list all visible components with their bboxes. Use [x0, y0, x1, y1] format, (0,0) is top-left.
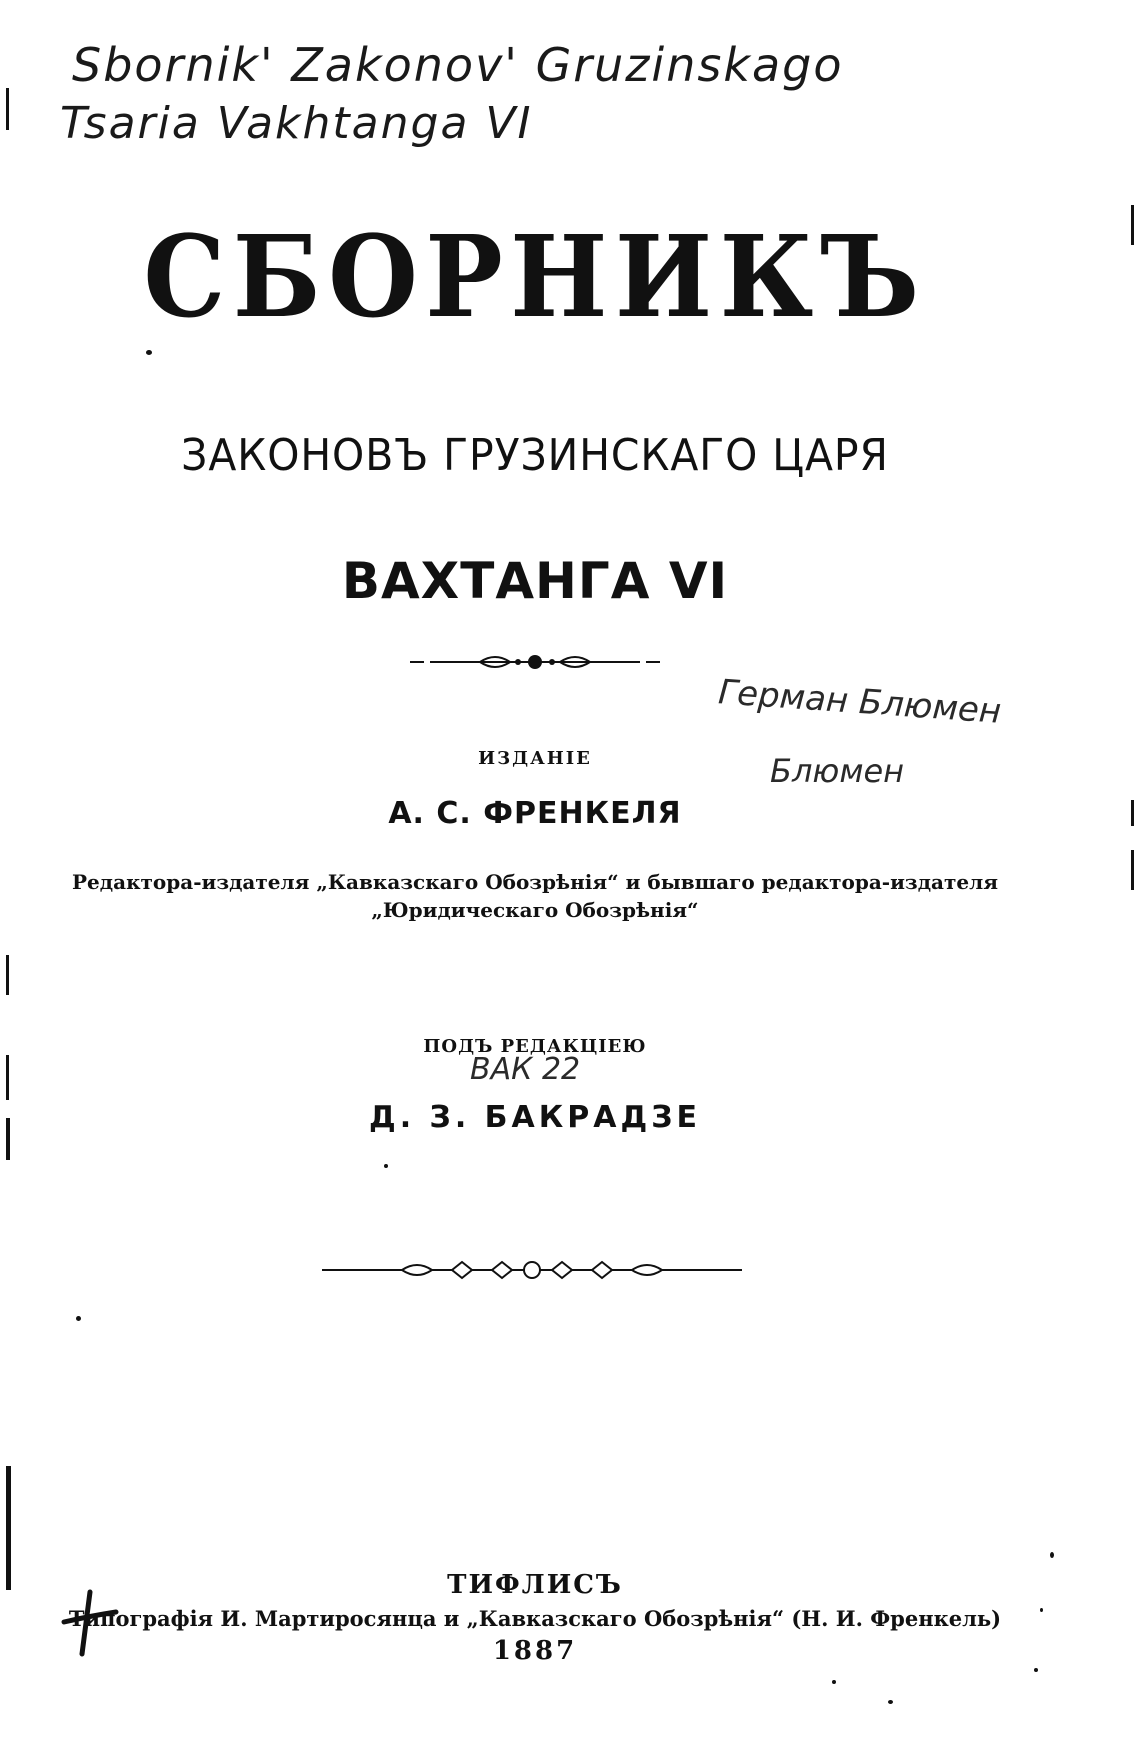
- scan-edge-mark: [1131, 850, 1134, 890]
- handwritten-transliteration-line-1: Sbornik' Zakonov' Gruzinskago: [72, 38, 844, 92]
- book-king-name: ВАХТАНГА VI: [341, 552, 729, 610]
- handwritten-note-german: Герман Блюмен: [716, 672, 1003, 732]
- ornament-divider-bottom: [322, 1256, 742, 1284]
- scan-edge-mark: [6, 88, 9, 130]
- scan-edge-mark: [6, 1466, 11, 1590]
- scan-edge-mark: [1131, 205, 1134, 245]
- scan-speck: [1034, 1668, 1038, 1672]
- handwritten-transliteration-line-2: Tsaria Vakhtanga VI: [60, 98, 533, 149]
- scan-speck: [888, 1700, 893, 1704]
- book-title: СБОРНИКЪ: [143, 212, 927, 343]
- handwritten-note-blum: Блюмен: [770, 752, 905, 790]
- scan-speck: [1040, 1608, 1043, 1612]
- scan-speck: [384, 1164, 388, 1168]
- scan-speck: [1050, 1552, 1054, 1558]
- scan-edge-mark: [6, 1118, 10, 1160]
- scan-edge-mark: [6, 955, 9, 995]
- scan-edge-mark: [1131, 800, 1134, 826]
- editor-name: Д. З. БАКРАДЗЕ: [368, 1100, 702, 1135]
- book-subtitle: ЗАКОНОВЪ ГРУЗИНСКАГО ЦАРЯ: [181, 430, 889, 481]
- scan-edge-mark: [6, 1055, 9, 1100]
- scan-speck: [832, 1680, 836, 1684]
- publisher-role-line-2: „Юридическаго Обозрѣнія“: [371, 898, 699, 922]
- imprint-city: ТИФЛИСЪ: [447, 1570, 623, 1600]
- publisher-name: А. С. ФРЕНКЕЛЯ: [388, 796, 682, 831]
- edition-label: ИЗДАНІЕ: [478, 748, 592, 769]
- scan-speck: [76, 1316, 81, 1321]
- publisher-role-line-1: Редактора-издателя „Кавказскаго Обозрѣнія“ и бывшаго редактора-издателя: [72, 870, 998, 894]
- scan-speck: [146, 350, 152, 355]
- imprint-press: Типографія И. Мартиросянца и „Кавказскаго Обозрѣнія“ (Н. И. Френкель): [68, 1606, 1002, 1631]
- handwritten-cross-mark: [60, 1588, 120, 1658]
- edited-by-label: ПОДЪ РЕДАКЦІЕЮ: [423, 1036, 647, 1057]
- ornament-divider-top: [410, 650, 660, 674]
- imprint-year: 1887: [492, 1636, 578, 1666]
- handwritten-note-bak: ВАК 22: [470, 1052, 581, 1087]
